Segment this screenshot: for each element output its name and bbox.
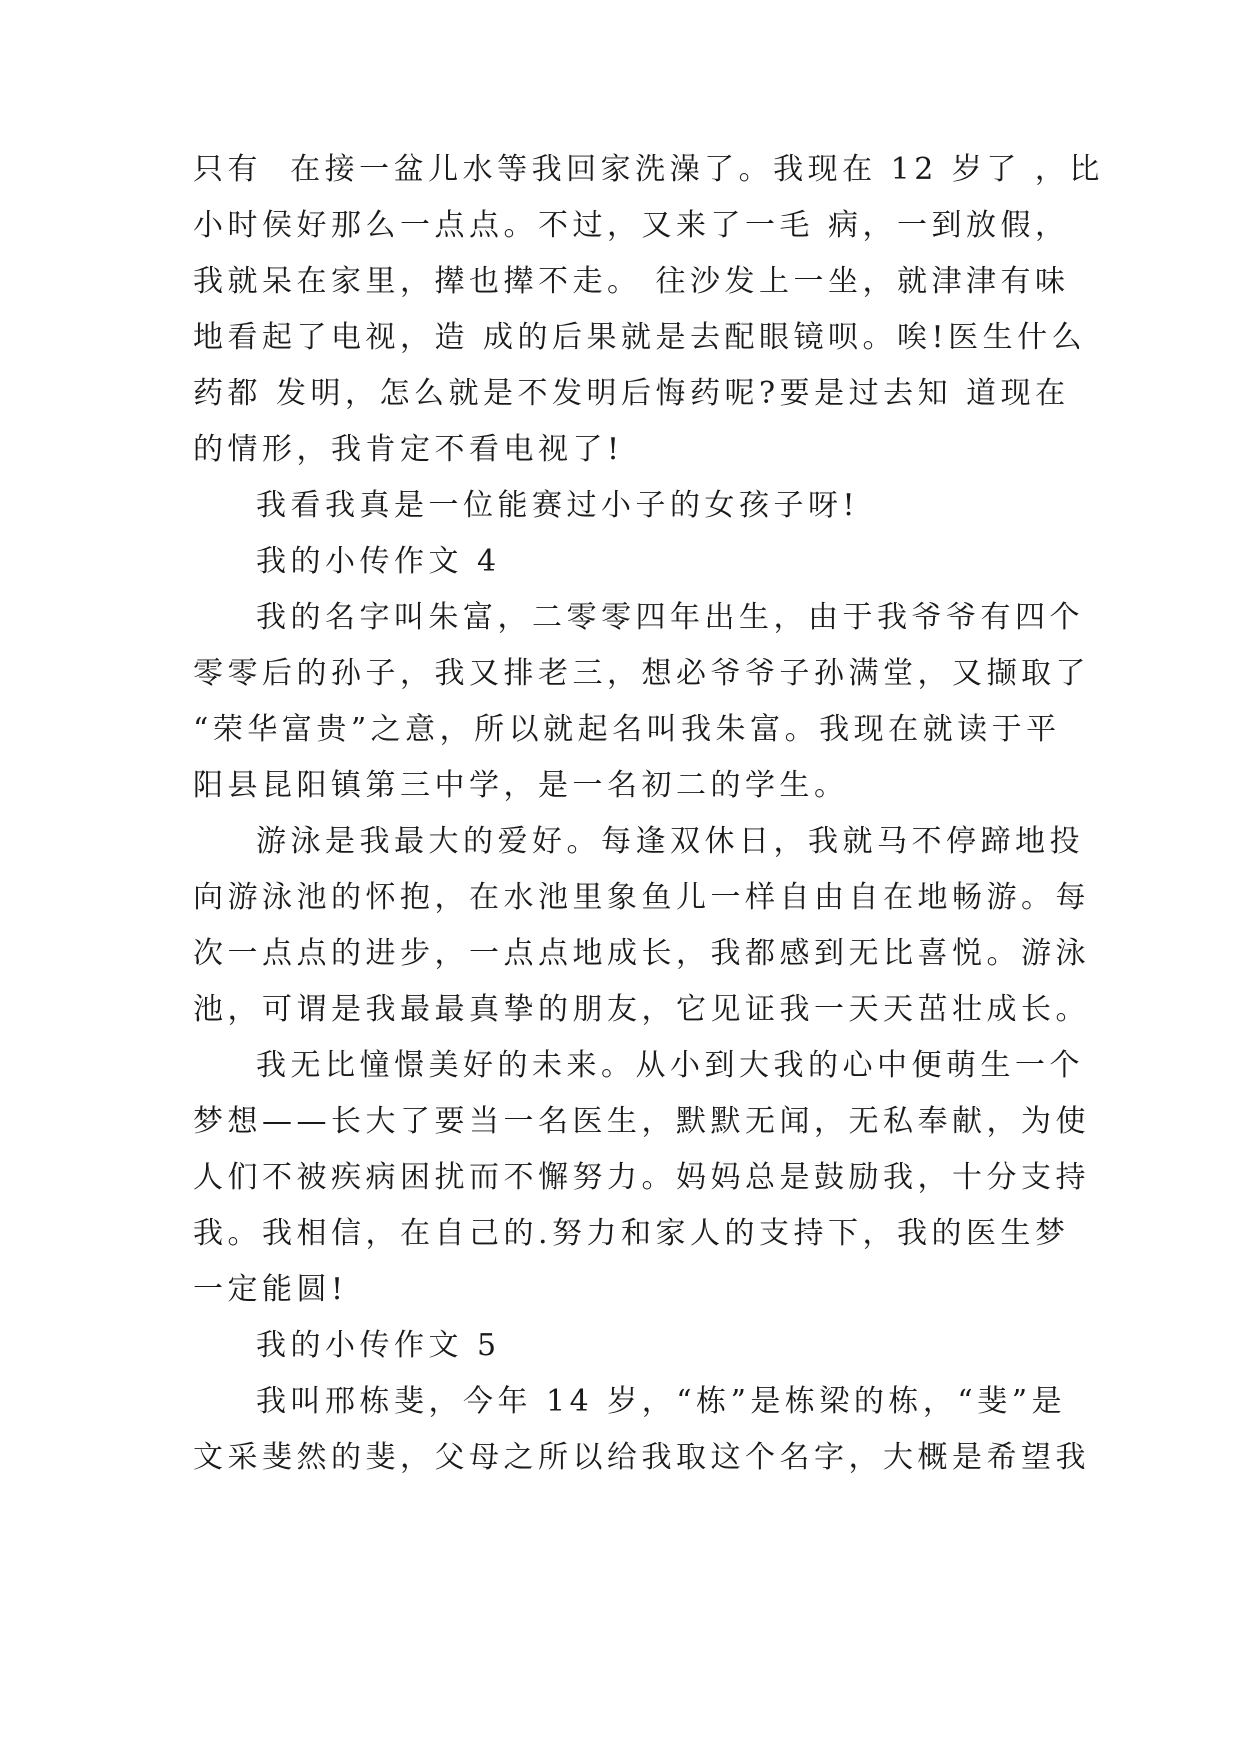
text-line: 一定能圆!	[193, 1272, 348, 1307]
text-line: 我无比憧憬美好的未来。从小到大我的心中便萌生一个	[256, 1048, 1084, 1083]
text-line: 小时侯好那么一点点。不过，又来了一毛 病，一到放假，	[193, 208, 1070, 243]
text-line: 向游泳池的怀抱，在水池里象鱼儿一样自由自在地畅游。每	[193, 880, 1090, 915]
text-line: 次一点点的进步，一点点地成长，我都感到无比喜悦。游泳	[193, 936, 1090, 971]
text-line: 梦想——长大了要当一名医生，默默无闻，无私奉献，为使	[193, 1104, 1090, 1139]
text-line: 只有 在接一盆儿水等我回家洗澡了。我现在 12 岁了 ，比	[193, 152, 1104, 187]
text-line: 的情形，我肯定不看电视了!	[193, 432, 624, 467]
text-line: 文采斐然的斐，父母之所以给我取这个名字，大概是希望我	[193, 1440, 1090, 1475]
text-line: 人们不被疾病困扰而不懈努力。妈妈总是鼓励我，十分支持	[193, 1160, 1090, 1195]
text-line: 零零后的孙子，我又排老三，想必爷爷子孙满堂，又撷取了	[193, 656, 1090, 691]
text-line: “荣华富贵”之意，所以就起名叫我朱富。我现在就读于平	[193, 712, 1061, 747]
text-line: 游泳是我最大的爱好。每逢双休日，我就马不停蹄地投	[256, 824, 1084, 859]
section-heading: 我的小传作文 4	[256, 544, 501, 579]
section-heading: 我的小传作文 5	[256, 1328, 501, 1363]
text-line: 池，可谓是我最最真挚的朋友，它见证我一天天茁壮成长。	[193, 992, 1090, 1027]
text-line: 我。我相信，在自己的.努力和家人的支持下，我的医生梦	[193, 1216, 1070, 1251]
text-line: 我就呆在家里，撵也撵不走。 往沙发上一坐，就津津有味	[193, 264, 1070, 299]
text-line: 我的名字叫朱富，二零零四年出生，由于我爷爷有四个	[256, 600, 1084, 635]
text-line: 药都 发明，怎么就是不发明后悔药呢?要是过去知 道现在	[193, 376, 1070, 411]
text-line: 我看我真是一位能赛过小子的女孩子呀!	[256, 488, 860, 523]
text-line: 阳县昆阳镇第三中学，是一名初二的学生。	[193, 768, 849, 803]
text-line: 我叫邢栋斐，今年 14 岁，“栋”是栋梁的栋，“斐”是	[256, 1384, 1067, 1419]
text-line: 地看起了电视，造 成的后果就是去配眼镜呗。唉!医生什么	[193, 320, 1087, 355]
